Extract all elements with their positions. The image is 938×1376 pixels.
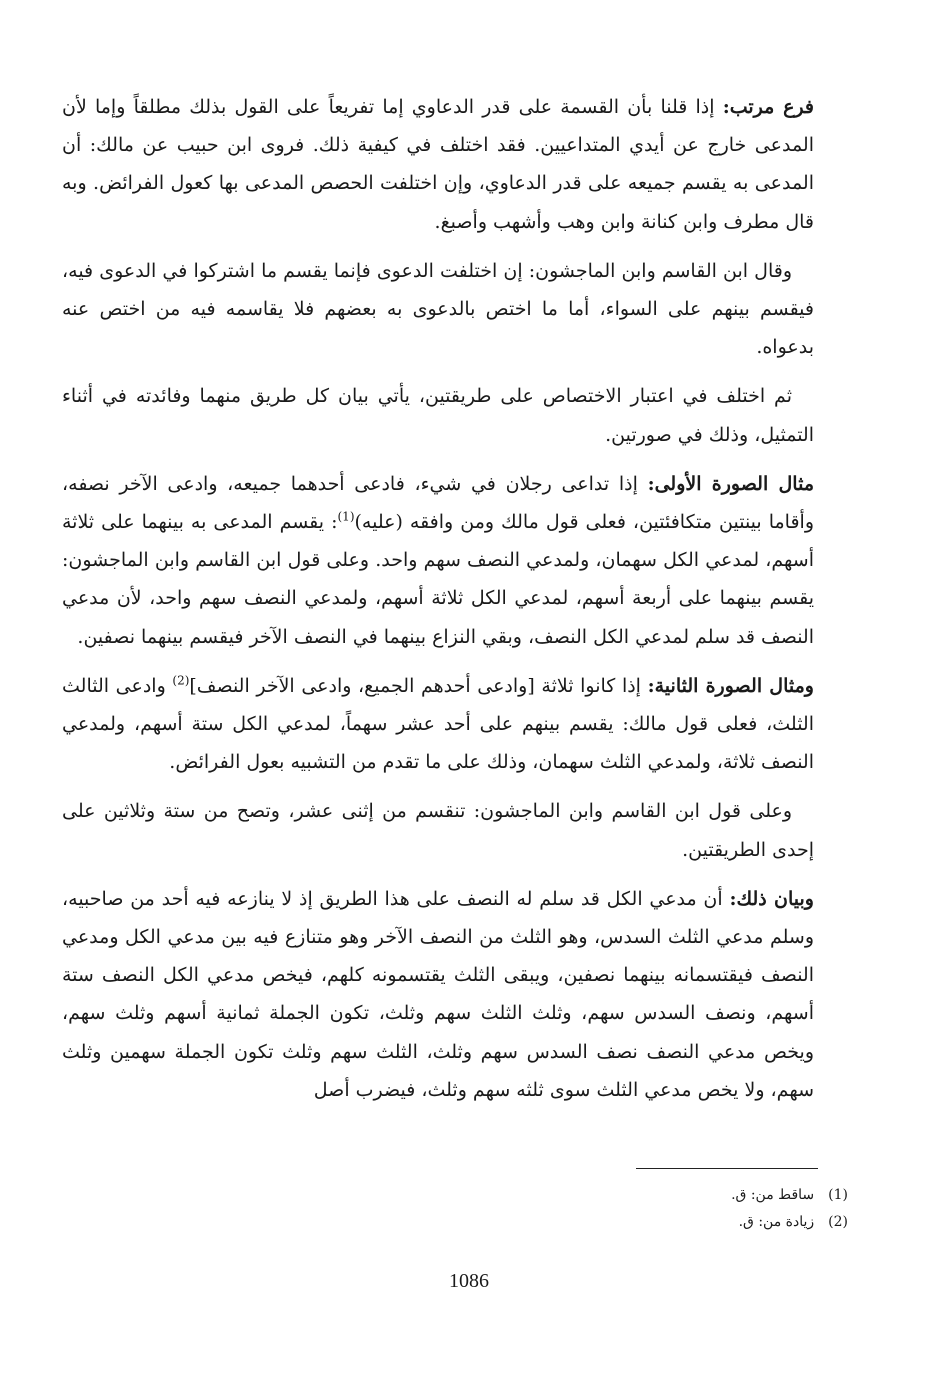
paragraph-text: إذا كانوا ثلاثة [وادعى أحدهم الجميع، وادعى الآخر النصف] (189, 674, 648, 697)
paragraph-ibn-qasim (62, 252, 814, 367)
footnote-number: (1) (828, 1187, 848, 1203)
footnote-text: ساقط من: ق. (731, 1187, 815, 1203)
footnote-text: زيادة من: ق. (738, 1214, 815, 1230)
heading-branch: فرع مرتب: (722, 96, 814, 118)
footnote-divider (636, 1168, 818, 1169)
footnote-ref-2: (2) (172, 673, 190, 688)
paragraph-second-opinion (62, 792, 814, 868)
paragraph-first-example (62, 465, 814, 656)
paragraph-second-example (62, 667, 814, 782)
paragraph-explanation (62, 880, 814, 1109)
paragraph-text: إذا تداعى رجلان في شيء، فادعى أحدهما جميعه، وادعى الآخر نصفه، وأقاما بينتين متكافئتين، فعلى قول مالك ومن وافقه (عليه) (62, 472, 815, 534)
page-number: 1086 (449, 1270, 489, 1292)
paragraph-text: وعلى قول ابن القاسم وابن الماجشون: تنقسم من إثنى عشر، وتصح من ستة وثلاثين على إحدى الطريقتين. (62, 800, 814, 861)
footnote-2 (448, 1209, 848, 1236)
footnote-ref-1: (1) (337, 509, 355, 524)
heading-second-example: ومثال الصورة الثانية: (647, 674, 814, 697)
heading-first-example: مثال الصورة الأولى: (647, 472, 814, 495)
heading-explanation: وبيان ذلك: (729, 887, 814, 910)
paragraph-branch (62, 88, 814, 241)
paragraph-two-ways (62, 377, 814, 453)
paragraph-text: أن مدعي الكل قد سلم له النصف على هذا الطريق إذ لا ينازعه فيه أحد من صاحبيه، وسلم مدعي الثلث السدس، وهو الثلث من النصف الآخر وهو متنازع فيه بين مدعي الكل ومدعي النصف فيقتسمانه بينهما نصفين، ويبقى الثلث يقتسمونه كلهم، فيخص مدعي الكل النصف ستة أسهم، ونصف السدس سهم، وثلث الثلث سهم وثلث، تكون الجملة ثمانية أسهم وثلث سهم، ويخص مدعي النصف نصف السدس سهم وثلث، الثلث سهم وثلث تكون الجملة سهمين وثلث سهم، ولا يخص مدعي الثلث سوى ثلثه سهم وثلث، فيضرب أصل (62, 887, 814, 1101)
paragraph-text: وقال ابن القاسم وابن الماجشون: إن اختلفت الدعوى فإنما يقسم ما اشتركوا في الدعوى فيه، فيقسم بينهم على السواء، أما ما اختص بالدعوى به بعضهم فلا يقاسمه فيه من اختص عنه بدعواه. (62, 259, 814, 359)
footnotes (448, 1182, 848, 1236)
paragraph-text: ثم اختلف في اعتبار الاختصاص على طريقتين، يأتي بيان كل طريق منهما وفائدته في أثناء التمثيل، وذلك في صورتين. (62, 385, 814, 446)
paragraph-text: إذا قلنا بأن القسمة على قدر الدعاوي إما تفريعاً على القول بذلك مطلقاً وإما لأن المدعى خارج عن أيدي المتداعيين. فقد اختلف في كيفية ذلك. فروى ابن حبيب عن مالك: أن المدعى به يقسم جميعه على قدر الدعاوي، وإن اختلفت الحصص المدعى بها كعول الفرائض. وبه قال مطرف وابن كنانة وابن وهب وأشهب وأصبغ. (62, 96, 814, 233)
paragraph-text: وادعى الثالث الثلث، فعلى قول مالك: يقسم بينهم على أحد عشر سهماً، لمدعي الكل ستة أسهم، ولمدعي النصف ثلاثة، ولمدعي الثلث سهمان، وذلك على ما تقدم من التشبيه بعول الفرائض. (62, 674, 814, 774)
paragraph-text: : يقسم المدعى به بينهما على ثلاثة أسهم، لمدعي الكل سهمان، ولمدعي النصف سهم واحد. وعلى قول ابن القاسم وابن الماجشون: يقسم بينهما على أربعة أسهم، لمدعي الكل ثلاثة أسهم، ولمدعي النصف سهم واحد، لأن مدعي النصف قد سلم لمدعي الكل النصف، وبقي النزاع بينهما في النصف الآخر فيقسم بينهما نصفين. (62, 511, 814, 648)
main-text (62, 88, 814, 1120)
footnote-number: (2) (828, 1214, 848, 1230)
footnote-1 (448, 1182, 848, 1209)
